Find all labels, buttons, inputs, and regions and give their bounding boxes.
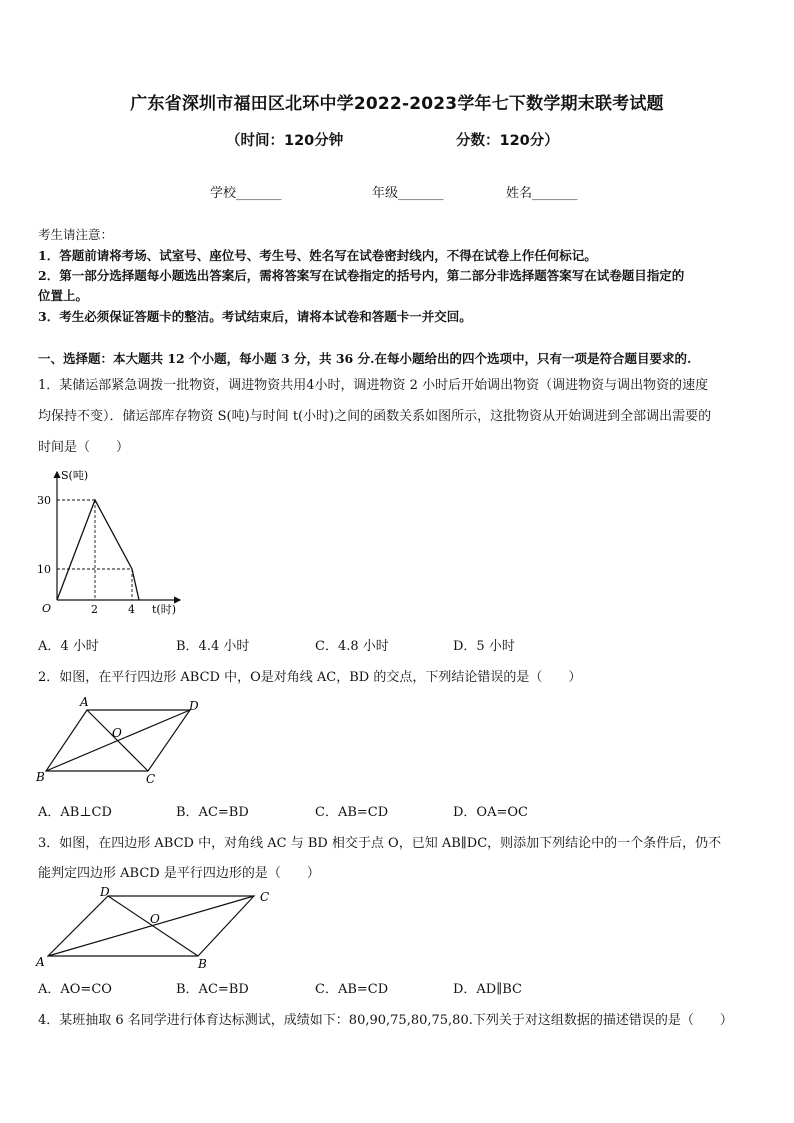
q3-option-d: D．AD∥BC (453, 982, 522, 997)
label-o: O (150, 912, 160, 926)
q2-option-b: B．AC=BD (176, 805, 249, 820)
q2-option-c: C．AB=CD (315, 805, 389, 820)
tick-2: 2 (91, 603, 98, 616)
notice-item-3: 3．考生必须保证答题卡的整洁。考试结束后，请将本试卷和答题卡一并交回。 (38, 309, 472, 324)
school-field: 学校_______ (210, 186, 282, 201)
exam-score: 分数：120分） (456, 133, 559, 149)
label-d: D (100, 885, 110, 899)
y-axis-label: S(吨) (61, 469, 89, 482)
q1-graph (30, 460, 190, 625)
label-c: C (146, 772, 156, 786)
grade-field: 年级_______ (372, 186, 444, 201)
q1-option-d: D．5 小时 (453, 639, 515, 654)
q3-option-c: C．AB=CD (315, 982, 389, 997)
label-o: O (112, 726, 122, 740)
diagonal-ac (48, 896, 254, 956)
label-b: B (36, 770, 45, 784)
q3-option-b: B．AC=BD (176, 982, 249, 997)
name-field: 姓名_______ (506, 186, 578, 201)
tick-4: 4 (128, 603, 135, 616)
q1-line-1: 1．某储运部紧急调拨一批物资，调进物资共用4小时，调进物资 2 小时后开始调出物资（调进物资与调出物资的速度 (38, 378, 709, 393)
q3-line-2: 能判定四边形 ABCD 是平行四边形的是（ ） (38, 866, 320, 881)
exam-time: （时间：120分钟 (226, 133, 344, 149)
origin-label: O (42, 602, 52, 615)
tick-30: 30 (37, 494, 51, 507)
q4-text: 4．某班抽取 6 名同学进行体育达标测试，成绩如下：80,90,75,80,75,80.下列关于对这组数据的描述错误的是（ ） (38, 1013, 733, 1028)
diagonal-bd (108, 896, 198, 956)
label-d: D (189, 699, 199, 713)
label-a: A (36, 955, 45, 969)
tick-10: 10 (37, 563, 51, 576)
q2-option-d: D．OA=OC (453, 805, 528, 820)
exam-title: 广东省深圳市福田区北环中学2022-2023学年七下数学期末联考试题 (130, 94, 664, 114)
label-c: C (260, 890, 270, 904)
label-a: A (80, 695, 89, 709)
section-heading: 一、选择题：本大题共 12 个小题，每小题 3 分，共 36 分.在每小题给出的四个选项中，只有一项是符合题目要求的. (38, 351, 692, 366)
q2-text: 2．如图，在平行四边形 ABCD 中，O是对角线 AC，BD 的交点，下列结论错误的是（ ） (38, 670, 582, 685)
q1-option-b: B．4.4 小时 (176, 639, 250, 654)
graph-line (57, 500, 139, 600)
notice-item-2: 2．第一部分选择题每小题选出答案后，需将答案写在试卷指定的括号内，第二部分非选择题答案写在试卷题目指定的 (38, 268, 685, 283)
q3-figure (30, 882, 280, 972)
q3-line-1: 3．如图，在四边形 ABCD 中，对角线 AC 与 BD 相交于点 O，已知 AB∥DC，则添加下列结论中的一个条件后，仍不 (38, 836, 722, 851)
notice-heading: 考生请注意： (38, 227, 114, 242)
notice-item-2-cont: 位置上。 (38, 288, 89, 303)
x-axis-label: t(时) (152, 603, 177, 616)
q1-line-2: 均保持不变）．储运部库存物资 S(吨)与时间 t(小时)之间的函数关系如图所示，这批物资从开始调进到全部调出需要的 (38, 409, 712, 424)
q2-figure (30, 692, 210, 788)
q3-option-a: A．AO=CO (38, 982, 112, 997)
q1-option-a: A．4 小时 (38, 639, 99, 654)
notice-item-1: 1．答题前请将考场、试室号、座位号、考生号、姓名写在试卷密封线内，不得在试卷上作任何标记。 (38, 248, 597, 263)
q1-line-3: 时间是（ ） (38, 440, 130, 455)
label-b: B (198, 957, 207, 971)
q2-option-a: A．AB⊥CD (38, 805, 112, 820)
q1-option-c: C．4.8 小时 (315, 639, 389, 654)
